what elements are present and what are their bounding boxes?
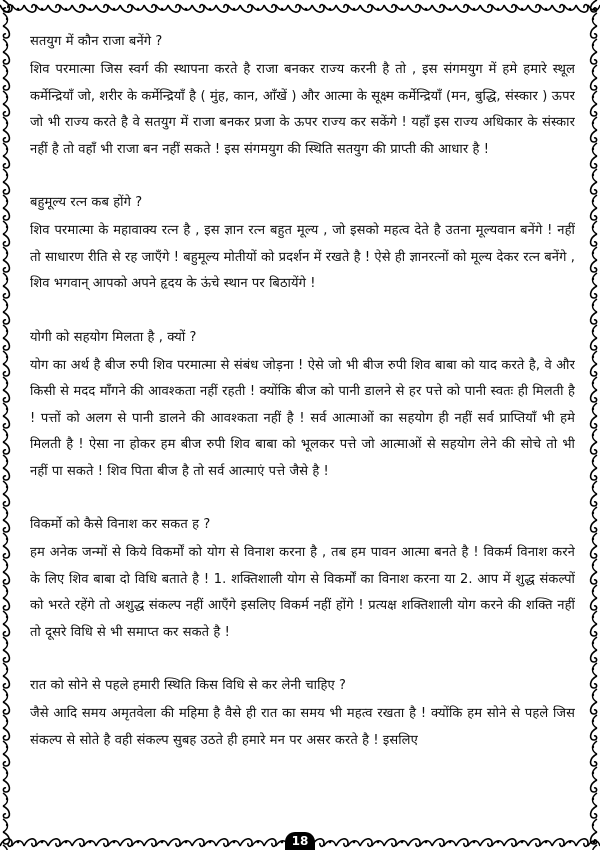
question-heading: सतयुग में कौन राजा बनेंगे ? bbox=[30, 30, 575, 54]
page-number: 18 bbox=[285, 832, 315, 850]
question-heading: बहुमूल्य रत्न कब होंगे ? bbox=[30, 191, 575, 215]
answer-paragraph: शिव परमात्मा जिस स्वर्ग की स्थापना करते है राजा बनकर राज्य करनी है तो , इस संगमयुग में हमे हमारे स्थूल कर्मेन्द्रियाँ जो, शरीर के कर्मेन्द्रियाँ है ( मुंह, कान, आँखें ) और आत्मा के सूक्ष्म कर्मेन्द्रियाँ (मन, बुद्धि, संस्कार ) ऊपर जो भी राज्य करते है वे सतयुग में राजा बनकर प्रजा के ऊपर राज्य कर सकेंगे ! यहाँ इस राज्य अधिकार के संस्कार नहीं है तो वहाँ भी राजा बन नहीं सकते ! इस संगमयुग की स्थिति सतयुग की प्राप्ती की आधार है ! bbox=[30, 57, 575, 163]
qa-section bbox=[30, 30, 575, 163]
decorative-border-right bbox=[586, 0, 600, 850]
question-heading: विकर्मो को कैसे विनाश कर सकत ह ? bbox=[30, 513, 575, 537]
answer-paragraph: शिव परमात्मा के महावाक्य रत्न है , इस ज्ञान रत्न बहुत मूल्य , जो इसको महत्व देते है उतना मूल्यवान बनेंगे ! नहीं तो साधारण रीति से रह जाएँगे ! बहुमूल्य मोतीयों को प्रदर्शन में रखते है ! ऐसे ही ज्ञानरत्नों को मूल्य देकर रत्न बनेंगे , शिव भगवान् आपको अपने हृदय के ऊंचे स्थान पर बिठायेंगे ! bbox=[30, 218, 575, 298]
answer-paragraph: हम अनेक जन्मों से किये विकर्मों को योग से विनाश करना है , तब हम पावन आत्मा बनते है ! विकर्म विनाश करने के लिए शिव बाबा दो विधि बताते है ! 1. शक्तिशाली योग से विकर्मों का विनाश करना या 2. आप में शुद्ध संकल्पों को भरते रहेंगे तो अशुद्ध संकल्प नहीं आएँगे इसलिए विकर्म नहीं होंगे ! प्रत्यक्ष शक्तिशाली योग करने की शक्ति नहीं तो दूसरे विधि से भी समाप्त कर सकते है ! bbox=[30, 540, 575, 646]
qa-section bbox=[30, 191, 575, 298]
qa-section bbox=[30, 513, 575, 646]
qa-section bbox=[30, 326, 575, 486]
decorative-border-left bbox=[0, 0, 14, 850]
decorative-border-top bbox=[0, 0, 600, 18]
answer-paragraph: योग का अर्थ है बीज रुपी शिव परमात्मा से संबंध जोड़ना ! ऐसे जो भी बीज रुपी शिव बाबा को याद करते है, वे और किसी से मदद माँगने की आवश्कता नहीं रहती ! क्योंकि बीज को पानी डालने से हर पत्ते को पानी स्वतः ही मिलती है ! पत्तों को अलग से पानी डालने की आवश्कता नहीं है ! सर्व आत्माओं का सहयोग ही नहीं सर्व प्राप्तियाँ भी हमे मिलती है ! ऐसा ना होकर हम बीज रुपी शिव बाबा को भूलकर पत्ते जो आत्माओं से सहयोग लेने की सोचे तो भी नहीं पा सकते ! शिव पिता बीज है तो सर्व आत्माएं पत्ते जैसे है ! bbox=[30, 353, 575, 486]
qa-section bbox=[30, 674, 575, 754]
answer-paragraph: जैसे आदि समय अमृतवेला की महिमा है वैसे ही रात का समय भी महत्व रखता है ! क्योंकि हम सोने से पहले जिस संकल्प से सोते है वही संकल्प सुबह उठते ही हमारे मन पर असर करते है ! इसलिए bbox=[30, 701, 575, 754]
question-heading: योगी को सहयोग मिलता है , क्यों ? bbox=[30, 326, 575, 350]
page-content bbox=[30, 30, 575, 825]
question-heading: रात को सोने से पहले हमारी स्थिति किस विधि से कर लेनी चाहिए ? bbox=[30, 674, 575, 698]
